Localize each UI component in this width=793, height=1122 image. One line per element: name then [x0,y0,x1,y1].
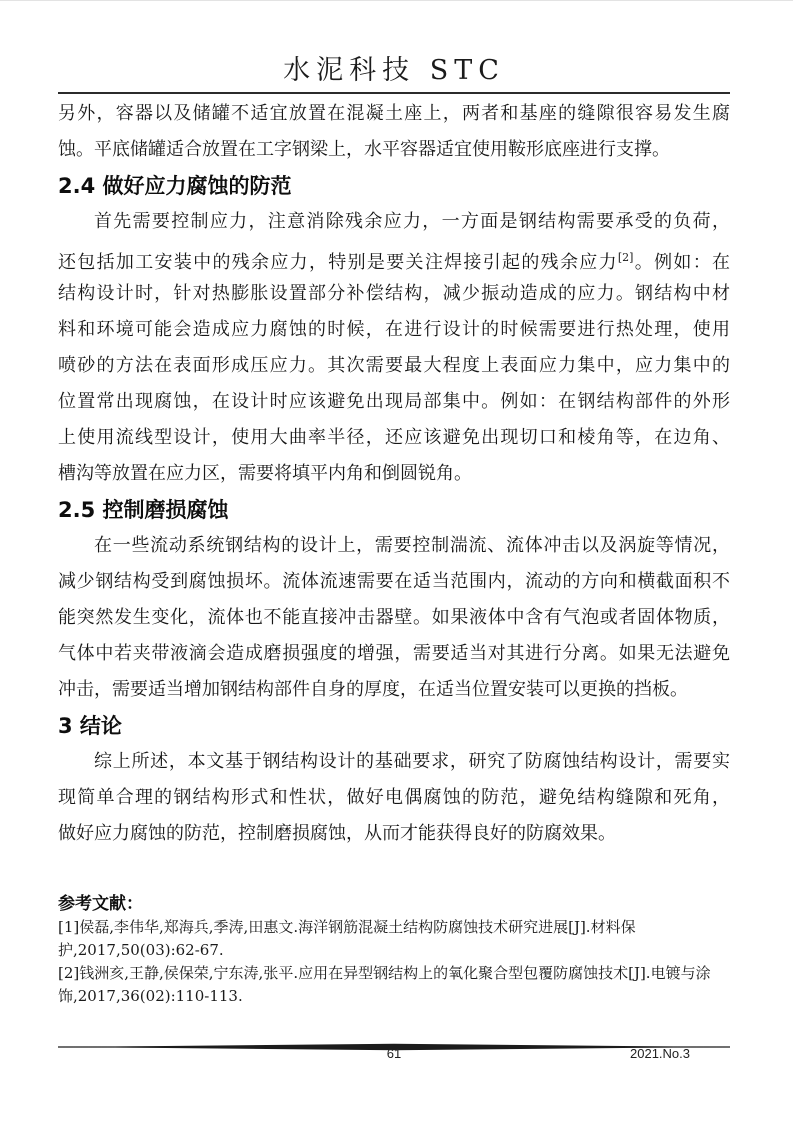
body-text-line: 在一些流动系统钢结构的设计上，需要控制湍流、流体冲击以及涡旋等情况， [94,535,730,556]
body-text-line: 现简单合理的钢结构形式和性状，做好电偶腐蚀的防范，避免结构缝隙和死角， [58,787,730,808]
reference-line: 饰,2017,36(02):110-113. [58,987,243,1005]
body-text-line: 冲击，需要适当增加钢结构部件自身的厚度，在适当位置安装可以更换的挡板。 [58,679,688,700]
body-text-line: 做好应力腐蚀的防范，控制磨损腐蚀，从而才能获得良好的防腐效果。 [58,823,616,844]
body-text-line: 蚀。平底储罐适合放置在工字钢梁上，水平容器适宜使用鞍形底座进行支撑。 [58,139,670,160]
references-section [58,892,730,1008]
article-body [58,96,730,852]
body-text-line: 槽沟等放置在应力区，需要将填平内角和倒圆锐角。 [58,463,472,484]
section-heading-2-5: 2.5 控制磨损腐蚀 [58,498,229,522]
body-text-line: 料和环境可能会造成应力腐蚀的时候，在进行设计的时候需要进行热处理，使用 [58,319,730,340]
section-heading-2-4: 2.4 做好应力腐蚀的防范 [58,174,292,198]
body-text-line: 位置常出现腐蚀，在设计时应该避免出现局部集中。例如：在钢结构部件的外形 [58,391,730,412]
body-text-line: 减少钢结构受到腐蚀损坏。流体流速需要在适当范围内，流动的方向和横截面积不 [58,571,730,592]
citation-marker-2: [2] [617,251,634,264]
footer-rule [58,1036,730,1044]
page-number: 61 [386,1046,402,1061]
body-text-line: 首先需要控制应力，注意消除残余应力，一方面是钢结构需要承受的负荷， [94,211,730,232]
body-text-segment: 还包括加工安装中的残余应力，特别是要关注焊接引起的残余应力 [58,252,618,273]
body-text-line: 气体中若夹带液滴会造成磨损强度的增强，需要适当对其进行分离。如果无法避免 [58,643,730,664]
body-text-line: 综上所述，本文基于钢结构设计的基础要求，研究了防腐蚀结构设计，需要实 [94,751,730,772]
journal-header-title: 水泥科技 STC [283,55,505,86]
issue-number: 2021.No.3 [630,1046,690,1061]
body-text-line: 另外，容器以及储罐不适宜放置在混凝土座上，两者和基座的缝隙很容易发生腐 [58,103,730,124]
body-text-segment: 。例如：在 [633,252,730,273]
page-content [58,0,730,1008]
reference-line: [2]钱洲亥,王静,侯保荣,宁东涛,张平.应用在异型钢结构上的氧化聚合型包覆防腐蚀技术[J].电镀与涂 [58,964,711,982]
body-text-line: 喷砂的方法在表面形成压应力。其次需要最大程度上表面应力集中，应力集中的 [58,355,730,376]
body-text-line: 结构设计时，针对热膨胀设置部分补偿结构，减少振动造成的应力。钢结构中材 [58,283,730,304]
reference-line: 护,2017,50(03):62-67. [58,941,224,959]
section-heading-3: 3 结论 [58,714,122,738]
body-text-line [58,240,730,276]
reference-line: [1]侯磊,李伟华,郑海兵,季涛,田惠文.海洋钢筋混凝土结构防腐蚀技术研究进展[J].材料保 [58,918,636,936]
page-footer [58,1046,730,1064]
references-heading: 参考文献： [58,894,143,914]
body-text-line: 上使用流线型设计，使用大曲率半径，还应该避免出现切口和棱角等，在边角、 [58,427,730,448]
body-text-line: 能突然发生变化，流体也不能直接冲击器壁。如果液体中含有气泡或者固体物质， [58,607,730,628]
header-rule [58,92,730,94]
